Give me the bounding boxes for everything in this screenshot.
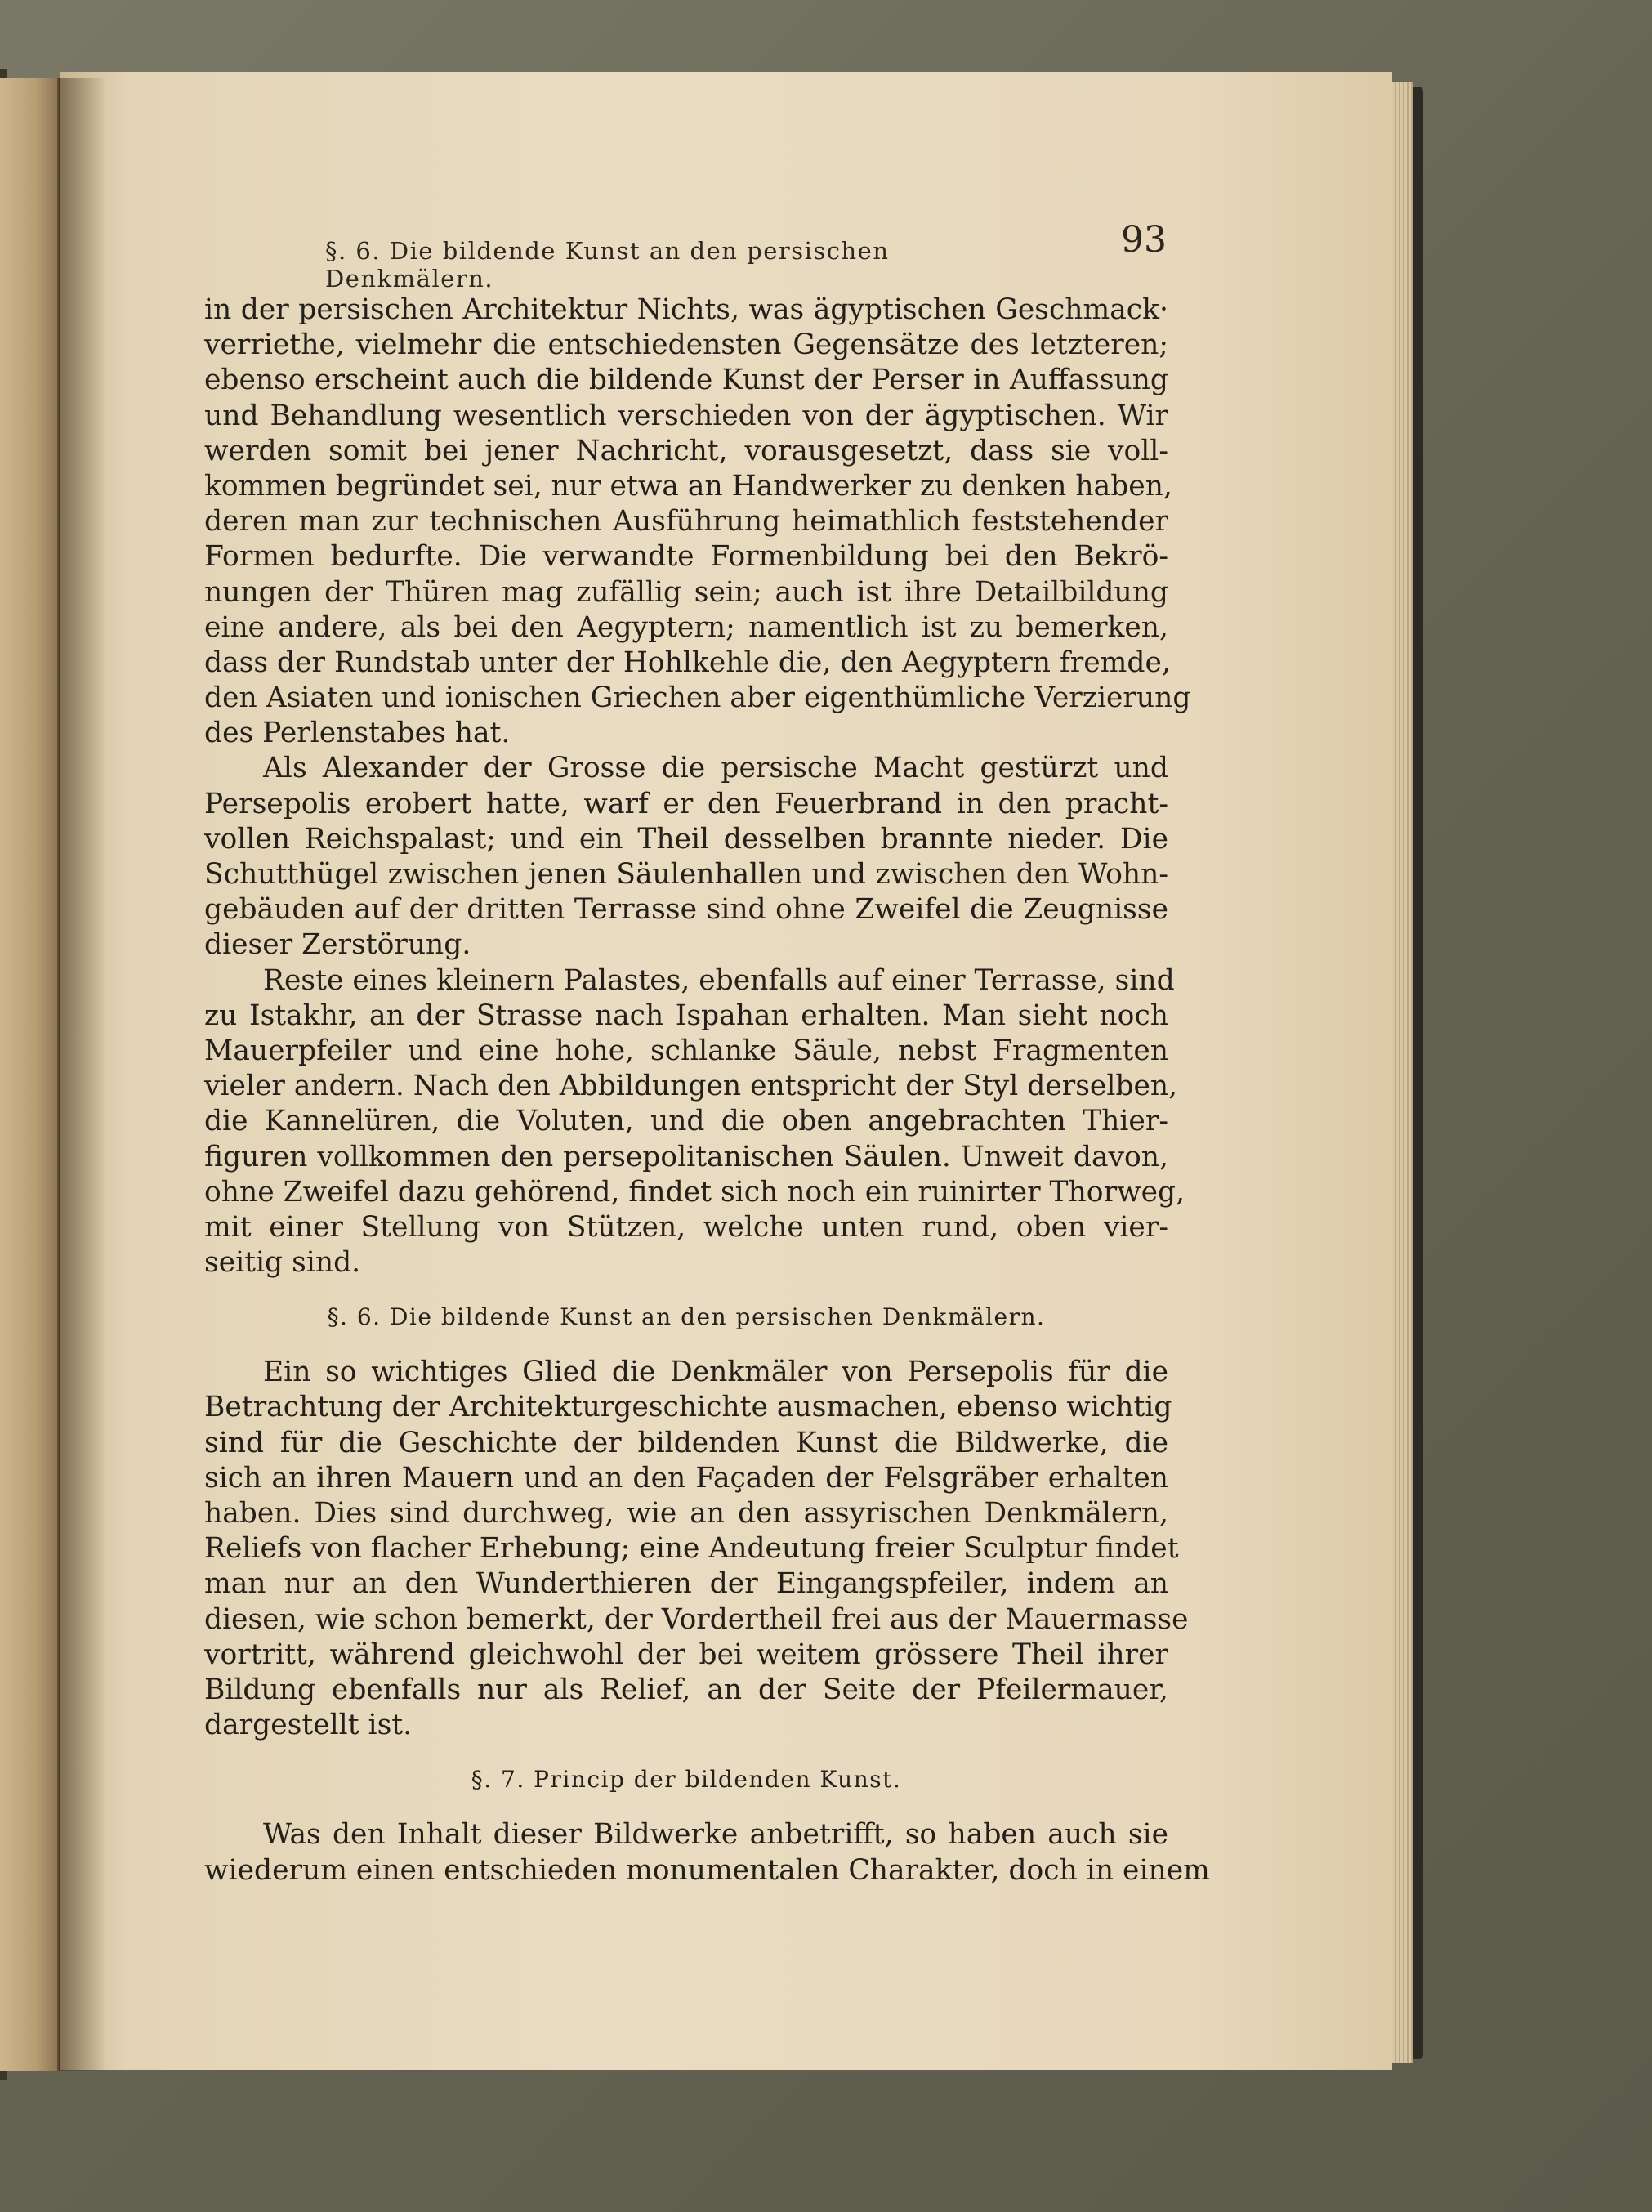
text-line: figuren vollkommen den persepolitanischen Säulen. Unweit davon, xyxy=(204,1140,1168,1173)
paragraph xyxy=(204,1355,1189,1743)
text-line: Mauerpfeiler und eine hohe, schlanke Säule, nebst Fragmenten xyxy=(204,1034,1168,1067)
text-line: zu Istakhr, an der Strasse nach Ispahan erhalten. Man sieht noch xyxy=(204,999,1168,1032)
text-line: vieler andern. Nach den Abbildungen entspricht der Styl derselben, xyxy=(204,1070,1178,1103)
body-text xyxy=(204,293,1210,1888)
text-line: in der persischen Architektur Nichts, was ägyptischen Geschmack· xyxy=(204,293,1168,326)
text-line: gebäuden auf der dritten Terrasse sind ohne Zweifel die Zeugnisse xyxy=(204,893,1168,927)
text-line: Bildung ebenfalls nur als Relief, an der Seite der Pfeilermauer, xyxy=(204,1673,1168,1706)
running-head: §. 6. Die bildende Kunst an den persischen Denkmälern. xyxy=(325,237,890,293)
text-line: Persepolis erobert hatte, warf er den Feuerbrand in den pracht- xyxy=(204,787,1168,820)
text-line: werden somit bei jener Nachricht, vorausgesetzt, dass sie voll- xyxy=(204,434,1168,467)
text-line: die Kannelüren, die Voluten, und die oben angebrachten Thier- xyxy=(204,1105,1168,1138)
text-line: Schutthügel zwischen jenen Säulenhallen und zwischen den Wohn- xyxy=(204,858,1168,891)
text-line: nungen der Thüren mag zufällig sein; auch ist ihre Detailbildung xyxy=(204,575,1168,609)
text-line: des Perlenstabes hat. xyxy=(204,717,511,750)
text-line: ohne Zweifel dazu gehörend, findet sich noch ein ruinirter Thorweg, xyxy=(204,1175,1185,1209)
text-line: Formen bedurfte. Die verwandte Formenbildung bei den Bekrö- xyxy=(204,540,1168,574)
text-line: seitig sind. xyxy=(204,1246,361,1280)
paragraph xyxy=(204,1817,1210,1888)
section-heading-6: §. 6. Die bildende Kunst an den persischen Denkmälern. xyxy=(327,1303,1046,1331)
spine-shadow xyxy=(57,78,106,2071)
text-line: eine andere, als bei den Aegyptern; namentlich ist zu bemerken, xyxy=(204,610,1168,644)
page-number: 93 xyxy=(1121,219,1167,261)
page-stack-edge xyxy=(1392,82,1413,2063)
right-book-cover xyxy=(1413,87,1423,2059)
text-line: haben. Dies sind durchweg, wie an den assyrischen Denkmälern, xyxy=(204,1497,1168,1530)
text-line: man nur an den Wunderthieren der Eingangspfeiler, indem an xyxy=(204,1567,1168,1601)
text-line: den Asiaten und ionischen Griechen aber eigenthümliche Verzierung xyxy=(204,681,1191,715)
text-line: diesen, wie schon bemerkt, der Vordertheil frei aus der Mauermasse xyxy=(204,1602,1189,1636)
text-line: wiederum einen entschieden monumentalen Charakter, doch in einem xyxy=(204,1853,1210,1887)
text-line: deren man zur technischen Ausführung heimathlich feststehender xyxy=(204,505,1168,538)
text-line: dargestellt ist. xyxy=(204,1709,413,1742)
paragraph xyxy=(204,293,1191,751)
text-line: Was den Inhalt dieser Bildwerke anbetrifft, so haben auch sie xyxy=(263,1818,1168,1852)
text-line: dieser Zerstörung. xyxy=(204,928,471,962)
paragraph xyxy=(204,963,1185,1281)
text-line: Reste eines kleinern Palastes, ebenfalls auf einer Terrasse, sind xyxy=(263,963,1175,997)
text-line: mit einer Stellung von Stützen, welche unten rund, oben vier- xyxy=(204,1210,1168,1244)
text-line: sich an ihren Mauern und an den Façaden der Felsgräber erhalten xyxy=(204,1461,1168,1495)
left-page-edge xyxy=(0,78,60,2071)
text-line: Ein so wichtiges Glied die Denkmäler von Persepolis für die xyxy=(263,1356,1168,1389)
text-line: Betrachtung der Architekturgeschichte ausmachen, ebenso wichtig xyxy=(204,1391,1172,1424)
text-line: vollen Reichspalast; und ein Theil desselben brannte nieder. Die xyxy=(204,822,1168,856)
text-line: vortritt, während gleichwohl der bei weitem grössere Theil ihrer xyxy=(204,1638,1168,1671)
text-line: und Behandlung wesentlich verschieden von der ägyptischen. Wir xyxy=(204,399,1168,432)
text-line: ebenso erscheint auch die bildende Kunst der Perser in Auffassung xyxy=(204,364,1168,397)
text-line: Reliefs von flacher Erhebung; eine Andeutung freier Sculptur findet xyxy=(204,1532,1179,1566)
paragraph xyxy=(204,751,1168,963)
text-line: verriethe, vielmehr die entschiedensten Gegensätze des letzteren; xyxy=(204,328,1168,362)
section-heading-7: §. 7. Princip der bildenden Kunst. xyxy=(471,1766,902,1794)
text-line: sind für die Geschichte der bildenden Kunst die Bildwerke, die xyxy=(204,1426,1168,1459)
text-line: kommen begründet sei, nur etwa an Handwerker zu denken haben, xyxy=(204,469,1172,503)
text-line: Als Alexander der Grosse die persische Macht gestürzt und xyxy=(263,752,1168,785)
text-line: dass der Rundstab unter der Hohlkehle die, den Aegyptern fremde, xyxy=(204,646,1171,679)
